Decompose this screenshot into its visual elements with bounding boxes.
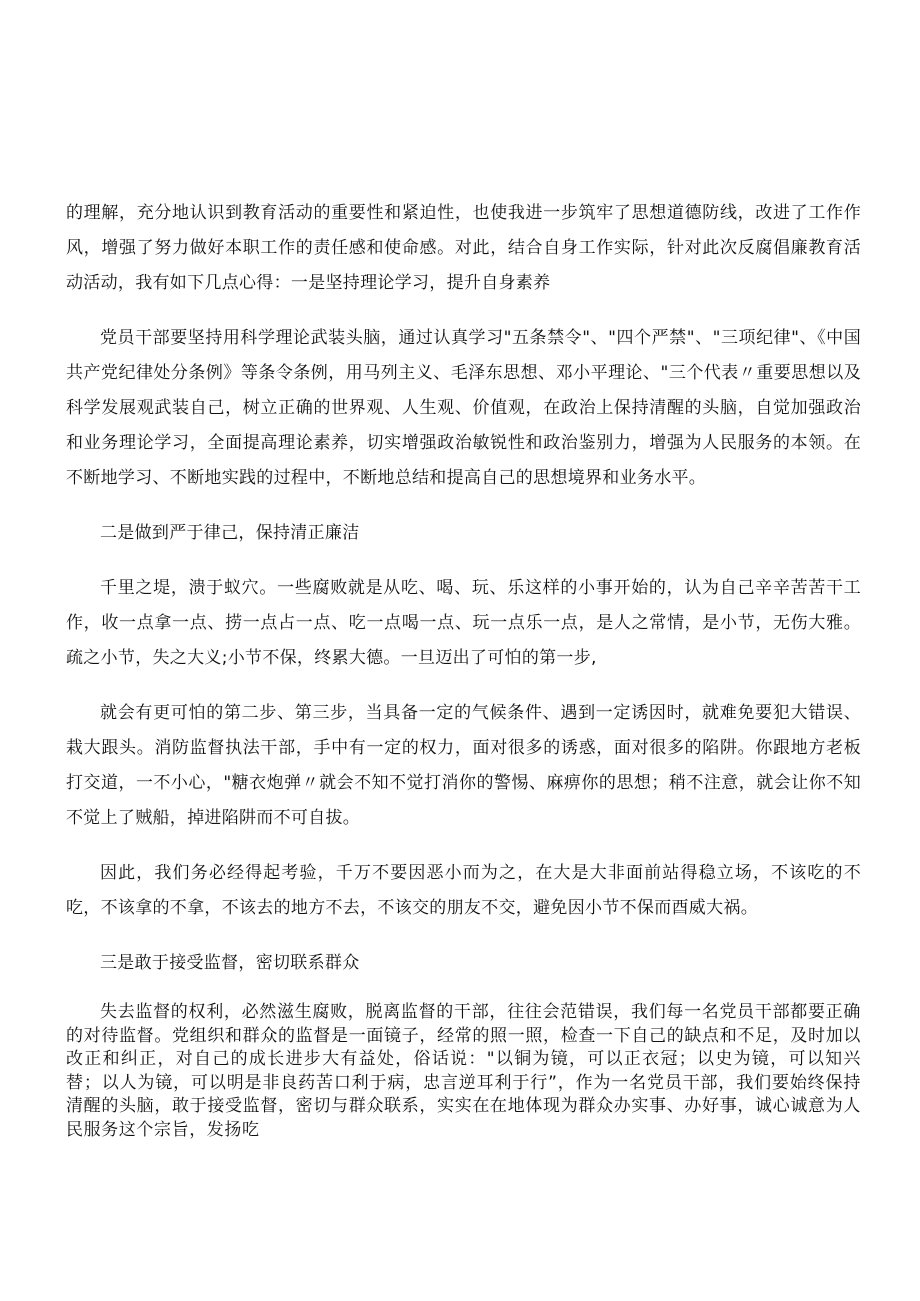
paragraph-continuation: 的理解，充分地认识到教育活动的重要性和紧迫性，也使我进一步筑牢了思想道德防线，改进了工作作风，增强了努力做好本职工作的责任感和使命感。对此，结合自身工作实际，针对此次反腐倡廉教育活动活动，我有如下几点心得：一是坚持理论学习，提升自身素养	[66, 203, 861, 293]
heading-accept-supervision: 三是敢于接受监督，密切联系群众	[100, 953, 360, 973]
paragraph-supervision: 失去监督的权利，必然滋生腐败，脱离监督的干部，往往会范错误，我们每一名党员干部都要正确的对待监督。党组织和群众的监督是一面镜子，经常的照一照，检查一下自己的缺点和不足，及时加以改正和纠正，对自己的成长进步大有益处，俗话说："以铜为镜，可以正衣冠；以史为镜，可以知兴替；以人为镜，可以明是非良药苦口利于病，忠言逆耳利于行”，作为一名党员干部，我们要始终保持清醒的头脑，敢于接受监督，密切与群众联系，实实在在地体现为群众办实事、办好事，诚心诚意为人民服务这个宗旨，发扬吃	[66, 1002, 861, 1140]
paragraph-theory-study: 党员干部要坚持用科学理论武装头脑，通过认真学习"五条禁令"、"四个严禁"、"三项纪律"、《中国共产党纪律处分条例》等条令条例，用马列主义、毛泽东思想、邓小平理论、"三个代表〃重要思想以及科学发展观武装自己，树立正确的世界观、人生观、价值观，在政治上保持清醒的头脑，自觉加强政治和业务理论学习，全面提高理论素养，切实增强政治敏锐性和政治鉴别力，增强为人民服务的本领。在不断地学习、不断地实践的过程中，不断地总结和提高自己的思想境界和业务水平。	[66, 328, 861, 488]
paragraph-small-things: 千里之堤，溃于蚁穴。一些腐败就是从吃、喝、玩、乐这样的小事开始的，认为自己辛辛苦苦干工作，收一点拿一点、捞一点占一点、吃一点喝一点、玩一点乐一点，是人之常情，是小节，无伤大雅。疏之小节，失之大义;小节不保，终累大德。一旦迈出了可怕的第一步,	[66, 578, 861, 668]
document-page	[66, 196, 861, 1142]
paragraph-withstand-test: 因此，我们务必经得起考验，千万不要因恶小而为之，在大是大非面前站得稳立场，不该吃的不吃，不该拿的不拿，不该去的地方不去，不该交的朋友不交，避免因小节不保而酉威大祸。	[66, 863, 861, 918]
paragraph-consequences: 就会有更可怕的第二步、第三步，当具备一定的气候条件、遇到一定诱因时，就难免要犯大错误、栽大跟头。消防监督执法干部，手中有一定的权力，面对很多的诱惑，面对很多的陷阱。你跟地方老板打交道，一不小心，"糖衣炮弹〃就会不知不觉打消你的警惕、麻痹你的思想；稍不注意，就会让你不知不觉上了贼船，掉进陷阱而不可自拔。	[66, 703, 861, 828]
heading-self-discipline: 二是做到严于律己，保持清正廉洁	[100, 523, 360, 543]
